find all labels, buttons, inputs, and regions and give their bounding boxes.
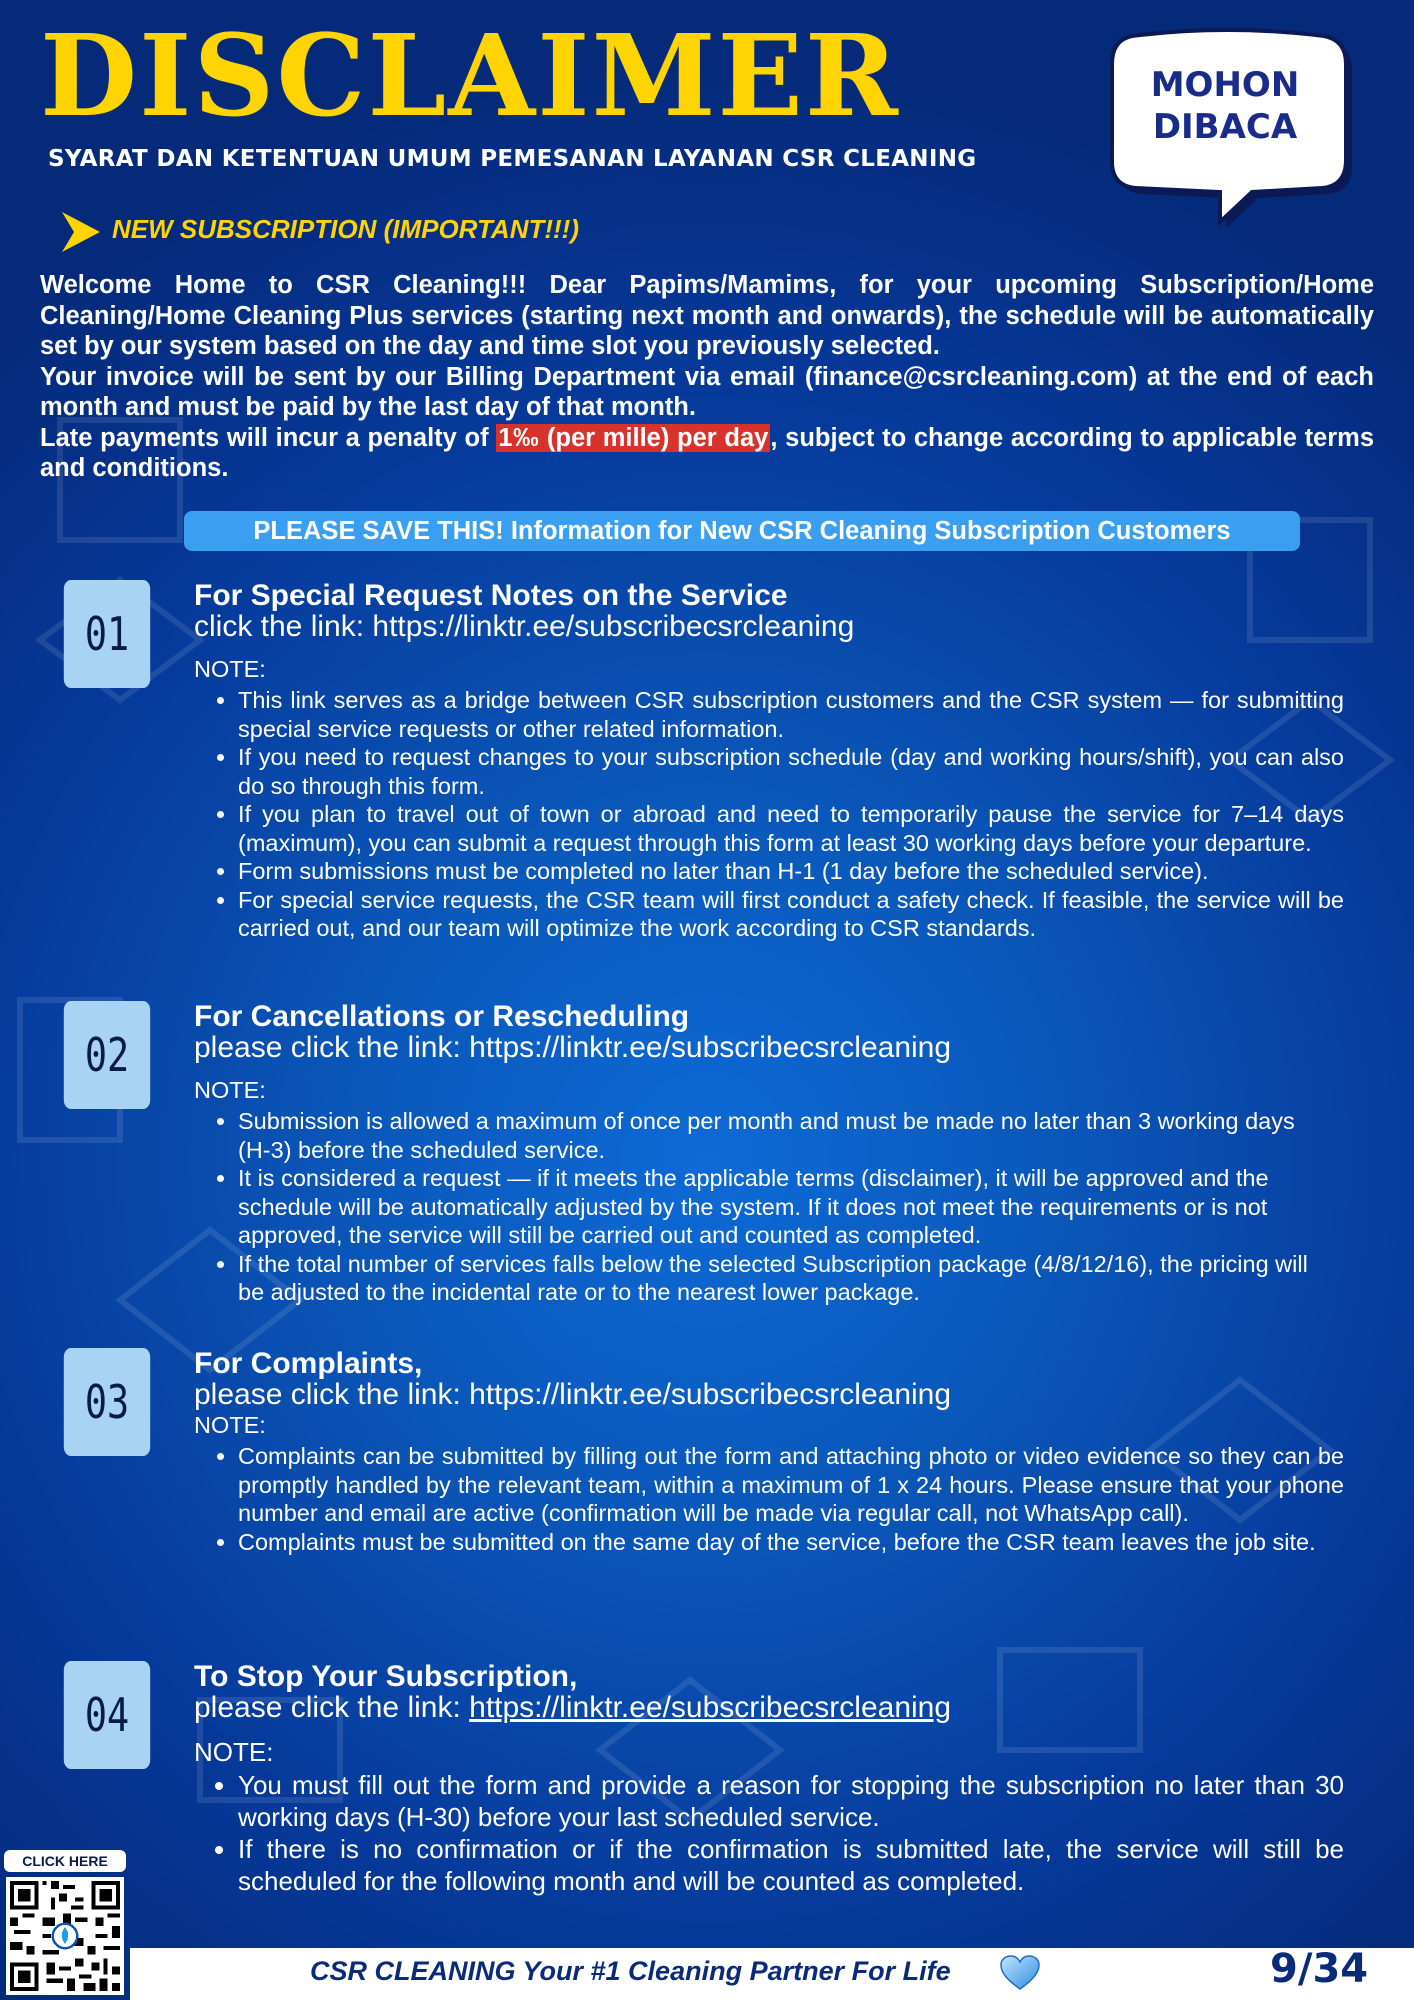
penalty-text-before: Late payments will incur a penalty of bbox=[40, 423, 497, 452]
item-03 bbox=[194, 1348, 1344, 1556]
item-link[interactable]: please click the link: https://linktr.ee/subscribecsrcleaning bbox=[194, 1031, 952, 1064]
intro-paragraph-3 bbox=[40, 423, 1374, 484]
list-item: • Form submissions must be completed no later than H-1 (1 day before the scheduled service). bbox=[238, 857, 1344, 886]
item-link[interactable]: click the link: https://linktr.ee/subscribecsrcleaning bbox=[194, 610, 855, 643]
note-list bbox=[194, 686, 1344, 943]
penalty-highlight: 1‰ (per mille) per day bbox=[498, 423, 769, 452]
item-number-03: 03 bbox=[64, 1348, 150, 1456]
item-title: For Complaints, bbox=[194, 1347, 423, 1380]
note-label: NOTE: bbox=[194, 1412, 266, 1438]
list-item: • If the total number of services falls below the selected Subscription package (4/8/12/16), the pricing will be adjusted to the incidental rate or to the nearest lower package. bbox=[238, 1250, 1324, 1307]
penalty-text-after: , subject to change according to applicable terms and conditions. bbox=[40, 423, 1375, 482]
item-title: To Stop Your Subscription, bbox=[194, 1660, 578, 1693]
page-subtitle: SYARAT DAN KETENTUAN UMUM PEMESANAN LAYANAN CSR CLEANING bbox=[48, 146, 977, 172]
subscription-link[interactable]: https://linktr.ee/subscribecsrcleaning bbox=[469, 1691, 952, 1724]
item-link-line bbox=[194, 1692, 1344, 1723]
item-04 bbox=[194, 1661, 1344, 1897]
page-title: DISCLAIMER bbox=[40, 11, 900, 142]
qr-code-icon[interactable] bbox=[6, 1877, 124, 1995]
list-item: • For special service requests, the CSR team will first conduct a safety check. If feasible, the service will be carried out, and our team will optimize the work according to CSR standards. bbox=[238, 886, 1344, 943]
intro-paragraph-1: Welcome Home to CSR Cleaning!!! Dear Papims/Mamims, for your upcoming Subscription/Home Cleaning/Home Cleaning Plus services (starting next month and onwards), the schedule will be automatically set by our system based on the day and time slot you previously selected. bbox=[40, 271, 1374, 360]
note-list bbox=[194, 1769, 1344, 1897]
click-here-label[interactable]: CLICK HERE bbox=[4, 1850, 126, 1872]
note-label: NOTE: bbox=[194, 656, 266, 682]
chevron-right-icon bbox=[60, 210, 102, 254]
list-item: • Complaints can be submitted by filling out the form and attaching photo or video evidence so they can be promptly handled by the relevant team, within a maximum of 1 x 24 hours. Please ensure that your phone number and email are active (confirmation will be made via regular call, not WhatsApp call). bbox=[238, 1442, 1344, 1528]
list-item: • If you need to request changes to your subscription schedule (day and working hours/shift), you can also do so through this form. bbox=[238, 743, 1344, 800]
item-number-01: 01 bbox=[64, 580, 150, 688]
item-number-02: 02 bbox=[64, 1001, 150, 1109]
list-item: • If you plan to travel out of town or abroad and need to temporarily pause the service for 7–14 days (maximum), you can submit a request through this form at least 30 working days before your departure. bbox=[238, 800, 1344, 857]
save-banner: PLEASE SAVE THIS! Information for New CSR Cleaning Subscription Customers bbox=[184, 511, 1300, 551]
list-item: • If there is no confirmation or if the confirmation is submitted late, the service will still be scheduled for the following month and will be counted as completed. bbox=[238, 1833, 1344, 1897]
heart-icon bbox=[1000, 1955, 1040, 1991]
bubble-line-1: MOHON bbox=[1150, 65, 1300, 105]
page-number: 9/34 bbox=[1270, 1946, 1369, 1992]
note-list bbox=[194, 1107, 1324, 1307]
bubble-text bbox=[1110, 64, 1340, 148]
item-link[interactable]: please click the link: https://linktr.ee/subscribecsrcleaning bbox=[194, 1378, 952, 1411]
footer-tagline: CSR CLEANING Your #1 Cleaning Partner For Life bbox=[310, 1956, 951, 1986]
bubble-line-2: DIBACA bbox=[1152, 107, 1298, 147]
link-prefix: please click the link: bbox=[194, 1691, 470, 1724]
item-title: For Special Request Notes on the Service bbox=[194, 579, 788, 612]
list-item: • Complaints must be submitted on the same day of the service, before the CSR team leaves the job site. bbox=[238, 1528, 1344, 1557]
item-02 bbox=[194, 1001, 1324, 1307]
list-item: • It is considered a request — if it meets the applicable terms (disclaimer), it will be approved and the schedule will be automatically adjusted by the system. If it does not meet the requirements or is not approved, the service will still be carried out and counted as completed. bbox=[238, 1164, 1324, 1250]
note-label: NOTE: bbox=[194, 1737, 274, 1767]
note-label: NOTE: bbox=[194, 1077, 266, 1103]
item-title: For Cancellations or Rescheduling bbox=[194, 1000, 690, 1033]
list-item: • Submission is allowed a maximum of once per month and must be made no later than 3 working days (H-3) before the scheduled service. bbox=[238, 1107, 1324, 1164]
list-item: • This link serves as a bridge between CSR subscription customers and the CSR system — for submitting special service requests or other related information. bbox=[238, 686, 1344, 743]
item-01 bbox=[194, 580, 1344, 943]
list-item: • You must fill out the form and provide a reason for stopping the subscription no later than 30 working days (H-30) before your last scheduled service. bbox=[238, 1769, 1344, 1833]
intro-paragraph-2: Your invoice will be sent by our Billing Department via email (finance@csrcleaning.com) at the end of each month and must be paid by the last day of that month. bbox=[40, 362, 1374, 421]
intro-text bbox=[40, 270, 1374, 484]
note-list bbox=[194, 1442, 1344, 1556]
section-heading: NEW SUBSCRIPTION (IMPORTANT!!!) bbox=[112, 214, 579, 244]
item-number-04: 04 bbox=[64, 1661, 150, 1769]
